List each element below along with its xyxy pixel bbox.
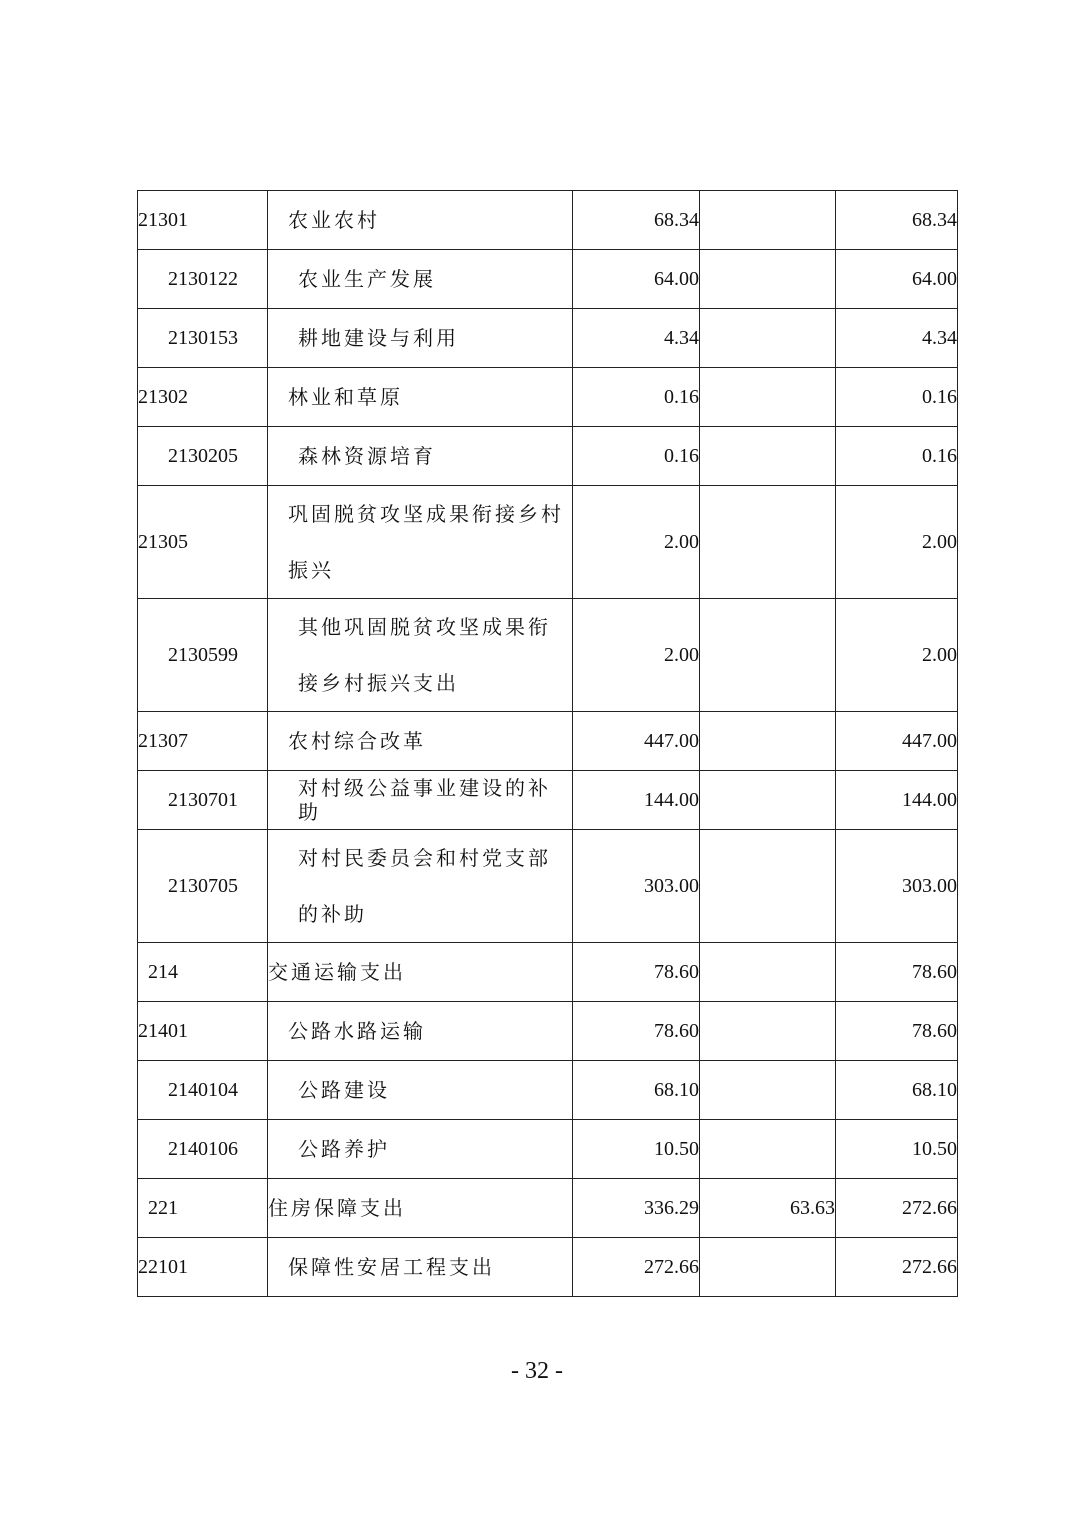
subject-name: 其他巩固脱贫攻坚成果衔接乡村振兴支出 (268, 599, 573, 712)
subject-name: 森林资源培育 (268, 427, 573, 486)
budget-table (137, 190, 958, 1297)
subject-name: 耕地建设与利用 (268, 309, 573, 368)
project-amount: 10.50 (836, 1120, 958, 1179)
table-row (138, 1238, 958, 1297)
basic-amount (700, 1238, 836, 1297)
subject-code: 21302 (138, 368, 268, 427)
subject-code: 21305 (138, 486, 268, 599)
subject-code: 2130599 (138, 599, 268, 712)
total-amount: 4.34 (573, 309, 700, 368)
basic-amount (700, 191, 836, 250)
table-row (138, 1002, 958, 1061)
budget-table-container (137, 190, 957, 1297)
project-amount: 272.66 (836, 1179, 958, 1238)
subject-name: 对村级公益事业建设的补助 (268, 771, 573, 830)
table-row (138, 191, 958, 250)
table-row (138, 712, 958, 771)
table-row (138, 309, 958, 368)
total-amount: 2.00 (573, 486, 700, 599)
project-amount: 272.66 (836, 1238, 958, 1297)
table-row (138, 599, 958, 712)
table-row (138, 368, 958, 427)
subject-name: 农业农村 (268, 191, 573, 250)
table-row (138, 1179, 958, 1238)
subject-code: 21301 (138, 191, 268, 250)
basic-amount (700, 427, 836, 486)
table-row (138, 486, 958, 599)
subject-code: 21401 (138, 1002, 268, 1061)
project-amount: 68.10 (836, 1061, 958, 1120)
subject-code: 2140104 (138, 1061, 268, 1120)
project-amount: 0.16 (836, 368, 958, 427)
project-amount: 78.60 (836, 943, 958, 1002)
subject-name: 保障性安居工程支出 (268, 1238, 573, 1297)
subject-code: 2140106 (138, 1120, 268, 1179)
table-row (138, 1120, 958, 1179)
project-amount: 64.00 (836, 250, 958, 309)
table-row (138, 830, 958, 943)
total-amount: 144.00 (573, 771, 700, 830)
subject-name: 交通运输支出 (268, 943, 573, 1002)
subject-code: 22101 (138, 1238, 268, 1297)
project-amount: 78.60 (836, 1002, 958, 1061)
subject-name: 农村综合改革 (268, 712, 573, 771)
total-amount: 272.66 (573, 1238, 700, 1297)
table-row (138, 250, 958, 309)
subject-name: 公路养护 (268, 1120, 573, 1179)
total-amount: 447.00 (573, 712, 700, 771)
basic-amount (700, 250, 836, 309)
total-amount: 10.50 (573, 1120, 700, 1179)
table-row (138, 943, 958, 1002)
project-amount: 2.00 (836, 599, 958, 712)
total-amount: 0.16 (573, 427, 700, 486)
total-amount: 336.29 (573, 1179, 700, 1238)
subject-name: 住房保障支出 (268, 1179, 573, 1238)
project-amount: 144.00 (836, 771, 958, 830)
project-amount: 68.34 (836, 191, 958, 250)
basic-amount (700, 309, 836, 368)
total-amount: 68.10 (573, 1061, 700, 1120)
project-amount: 447.00 (836, 712, 958, 771)
project-amount: 4.34 (836, 309, 958, 368)
basic-amount (700, 1061, 836, 1120)
project-amount: 303.00 (836, 830, 958, 943)
basic-amount (700, 771, 836, 830)
subject-name: 公路建设 (268, 1061, 573, 1120)
subject-code: 21307 (138, 712, 268, 771)
table-row (138, 427, 958, 486)
total-amount: 303.00 (573, 830, 700, 943)
subject-name: 农业生产发展 (268, 250, 573, 309)
subject-code: 214 (138, 943, 268, 1002)
subject-code: 2130122 (138, 250, 268, 309)
total-amount: 78.60 (573, 1002, 700, 1061)
basic-amount (700, 486, 836, 599)
project-amount: 2.00 (836, 486, 958, 599)
total-amount: 68.34 (573, 191, 700, 250)
basic-amount (700, 943, 836, 1002)
total-amount: 2.00 (573, 599, 700, 712)
basic-amount (700, 830, 836, 943)
total-amount: 78.60 (573, 943, 700, 1002)
project-amount: 0.16 (836, 427, 958, 486)
basic-amount (700, 712, 836, 771)
subject-code: 2130205 (138, 427, 268, 486)
subject-name: 林业和草原 (268, 368, 573, 427)
basic-amount (700, 599, 836, 712)
subject-code: 2130701 (138, 771, 268, 830)
basic-amount (700, 368, 836, 427)
subject-name: 巩固脱贫攻坚成果衔接乡村振兴 (268, 486, 573, 599)
subject-code: 2130705 (138, 830, 268, 943)
page-number: - 32 - (511, 1358, 563, 1384)
table-row (138, 771, 958, 830)
basic-amount (700, 1120, 836, 1179)
basic-amount (700, 1002, 836, 1061)
basic-amount: 63.63 (700, 1179, 836, 1238)
subject-code: 221 (138, 1179, 268, 1238)
total-amount: 64.00 (573, 250, 700, 309)
total-amount: 0.16 (573, 368, 700, 427)
table-row (138, 1061, 958, 1120)
subject-code: 2130153 (138, 309, 268, 368)
subject-name: 公路水路运输 (268, 1002, 573, 1061)
subject-name: 对村民委员会和村党支部的补助 (268, 830, 573, 943)
